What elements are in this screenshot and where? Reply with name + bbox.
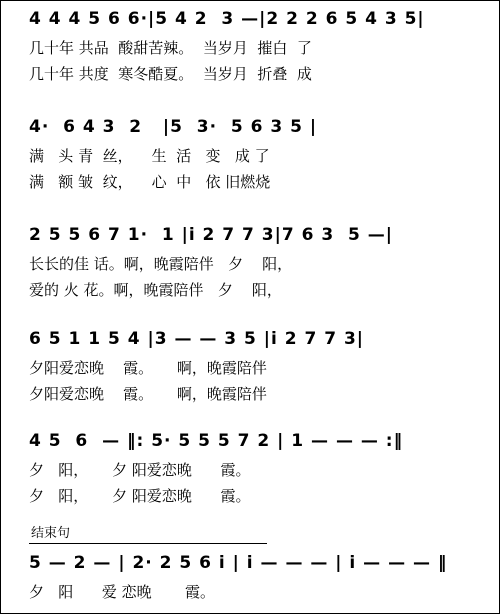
- lyric-verse-2: 几十年 共度 寒冬酷夏。 当岁月 折叠 成: [29, 65, 312, 83]
- lyric-verse-1: 夕 阳 爱 恋晚 霞。: [29, 583, 216, 601]
- notation-line: 4 5 6 — ‖: 5· 5 5 5 7 2 | 1 — — — :‖: [29, 431, 404, 451]
- system-ending: [1, 525, 499, 609]
- system-5: [1, 429, 499, 515]
- lyric-verse-1: 满 头 青 丝， 生 活 变 成 了: [29, 147, 270, 165]
- section-bracket-line: [29, 543, 267, 544]
- lyric-verse-2: 夕阳爱恋晚 霞。 啊，晚霞陪伴: [29, 385, 267, 403]
- system-1: [1, 7, 499, 93]
- section-label: 结束句: [31, 526, 71, 541]
- lyric-verse-1: 夕阳爱恋晚 霞。 啊，晚霞陪伴: [29, 359, 267, 377]
- system-4: [1, 327, 499, 413]
- lyric-verse-2: 夕 阳， 夕 阳爱恋晚 霞。: [29, 487, 251, 505]
- lyric-verse-1: 长长的佳 话。啊，晚霞陪伴 夕 阳，: [29, 255, 293, 273]
- notation-line: 5 — 2 — | 2· 2 5 6 i | i — — — | i — — — ‖: [29, 553, 448, 573]
- lyric-verse-1: 夕 阳， 夕 阳爱恋晚 霞。: [29, 461, 251, 479]
- notation-line: 6 5 1 1 5 4 |3 — — 3 5 |i 2 7 7 3|: [29, 329, 365, 349]
- notation-line: 4· 6 4 3 2 |5 3· 5 6 3 5 |: [29, 117, 318, 137]
- notation-line: 2 5 5 6 7 1· 1 |i 2 7 7 3|7 6 3 5 —|: [29, 225, 393, 245]
- notation-line: 4 4 4 5 6 6·|5 4 2 3 —|2 2 2 6 5 4 3 5|: [29, 9, 425, 29]
- system-3: [1, 223, 499, 309]
- lyric-verse-1: 几十年 共品 酸甜苦辣。 当岁月 摧白 了: [29, 39, 312, 57]
- system-2: [1, 115, 499, 201]
- lyric-verse-2: 满 额 皱 纹， 心 中 依 旧燃烧: [29, 173, 271, 191]
- lyric-verse-2: 爱的 火 花。啊，晚霞陪伴 夕 阳，: [29, 281, 282, 299]
